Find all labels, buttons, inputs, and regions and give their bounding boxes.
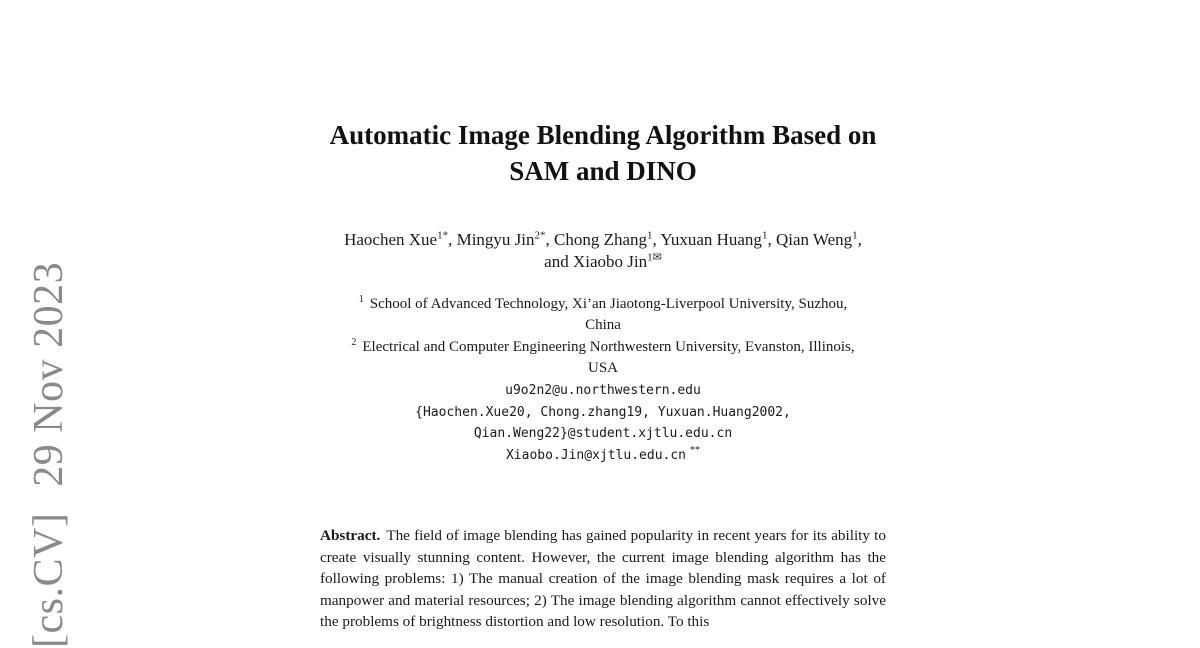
footnote-mark: ** (690, 445, 700, 457)
abstract-label: Abstract. (320, 527, 381, 544)
author-name: Chong Zhang (554, 230, 648, 249)
email-line: Xiaobo.Jin@xjtlu.edu.cn (505, 447, 686, 463)
author-mark: 1 (852, 229, 858, 242)
abstract-text: The field of image blending has gained popularity in recent years for its ability to create visually stunning content. However, the current image blending algorithm has the following problems: 1) The manual creation of the image blending mask requires a lot of manpower and material resources; 2) The image blending algorithm cannot effectively solve the problems of brightness distortion and low resolution. To this (320, 527, 886, 630)
abstract (320, 525, 886, 633)
author-mark: 1 (761, 229, 768, 242)
author-list (250, 229, 956, 273)
email-line: Qian.Weng22}@student.xjtlu.edu.cn (473, 426, 733, 441)
affiliation-text: China (585, 317, 621, 333)
affiliation-1 (250, 294, 956, 336)
author-name: Qian Weng (775, 230, 853, 249)
arxiv-category: [cs.CV] (26, 512, 72, 648)
author-name: and Xiaobo Jin (544, 252, 648, 271)
paper-title (250, 117, 956, 189)
affiliation-text: Electrical and Computer Engineering Northwestern University, Evanston, Illinois, (362, 339, 855, 355)
author-mark: 1✉ (647, 251, 662, 264)
affiliation-number: 1 (358, 294, 364, 305)
author-mark: 2* (534, 229, 546, 242)
author-line-2 (250, 251, 956, 273)
affiliation-text: School of Advanced Technology, Xi’an Jiaotong-Liverpool University, Suzhou, (369, 296, 848, 312)
title-line-2: SAM and DINO (509, 156, 697, 186)
email-line: u9o2n2@u.northwestern.edu (505, 383, 701, 398)
author-name: Mingyu Jin (456, 230, 535, 249)
arxiv-side-stamp (26, 261, 72, 648)
author-mark: 1* (437, 229, 449, 242)
author-name: Haochen Xue (344, 230, 438, 249)
affiliation-text: USA (587, 360, 618, 376)
affiliation-2 (250, 337, 956, 379)
author-name: Yuxuan Huang (660, 230, 762, 249)
affiliation-number: 2 (351, 337, 357, 348)
author-line-1: Haochen Xue$^{1*}$, Mingyu Jin$^{2*}$, Chong Zhang$^1$, Yuxuan Huang$^1$, Qian Weng$^1$, (344, 229, 862, 249)
email-line: {Haochen.Xue20, Chong.zhang19, Yuxuan.Huang2002, (415, 404, 791, 420)
arxiv-date: 29 Nov 2023 (26, 261, 72, 487)
author-mark: 1 (647, 229, 653, 242)
title-line-1: Automatic Image Blending Algorithm Based on (329, 120, 877, 150)
email-block (250, 380, 956, 466)
